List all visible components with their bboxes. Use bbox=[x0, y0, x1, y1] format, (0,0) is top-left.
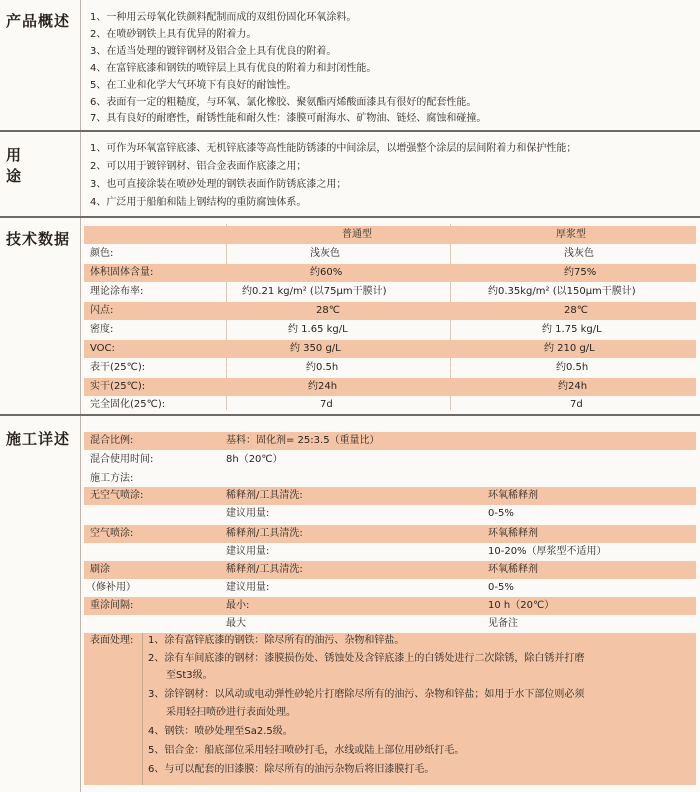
table-cell: 浅灰色 bbox=[564, 248, 594, 259]
overview-item: 6、表面有一定的粗糙度，与环氧、氯化橡胶、聚氨酯丙烯酸面漆具有很好的配套性能。 bbox=[90, 97, 477, 108]
overview-item: 3、在适当处理的镀锌钢材及铝合金上具有优良的附着。 bbox=[90, 46, 337, 57]
recoat-min-value: 10 h（20℃） bbox=[488, 600, 555, 611]
section-overview bbox=[0, 0, 700, 130]
table-cell: VOC: bbox=[90, 343, 115, 354]
table-cell: 约0.35kg/m² (以150μm干膜计) bbox=[488, 286, 636, 297]
table-row bbox=[84, 359, 696, 377]
recoat-max-label: 最大 bbox=[226, 618, 246, 629]
section-usage bbox=[0, 132, 700, 216]
table-cell: 约 1.65 kg/L bbox=[288, 324, 348, 335]
table-cell: 28℃ bbox=[564, 305, 588, 316]
table-cell: 约0.5h bbox=[306, 362, 339, 373]
table-cell: 约 210 g/L bbox=[544, 343, 595, 354]
method-brush-row bbox=[84, 561, 696, 579]
thinner-value: 环氧稀释剂 bbox=[488, 490, 538, 501]
table-cell: 7d bbox=[320, 399, 333, 410]
table-cell: 浅灰色 bbox=[310, 248, 340, 259]
pot-life-label: 混合使用时间: bbox=[90, 454, 154, 465]
thinner-value: 环氧稀释剂 bbox=[488, 564, 538, 575]
overview-item: 5、在工业和化学大气环境下有良好的耐蚀性。 bbox=[90, 80, 297, 91]
table-header-row bbox=[84, 226, 696, 244]
surface-item: 5、铝合金：船底部位采用轻扫喷砂打毛，水线或陆上部位用砂纸打毛。 bbox=[148, 745, 465, 756]
method-air-row bbox=[84, 525, 696, 543]
pot-life-value: 8h（20℃） bbox=[226, 454, 283, 465]
overview-item: 2、在喷砂钢铁上具有优异的附着力。 bbox=[90, 29, 257, 40]
recoat-max-row bbox=[84, 615, 696, 633]
method-brush-sublabel: （修补用） bbox=[86, 582, 136, 593]
table-cell: 约24h bbox=[308, 381, 338, 392]
table-cell: 约 1.75 kg/L bbox=[542, 324, 602, 335]
method-brush-label: 刷涂 bbox=[90, 564, 110, 575]
table-cell: 体积固体含量: bbox=[90, 267, 154, 278]
thinner-label: 稀释剂/工具清洗: bbox=[226, 564, 303, 575]
method-airless-row bbox=[84, 487, 696, 505]
surface-item: 1、涂有富锌底漆的钢铁：除尽所有的油污、杂物和锌盐。 bbox=[148, 635, 405, 646]
table-cell: 完全固化(25℃): bbox=[90, 399, 166, 410]
table-row bbox=[84, 302, 696, 320]
thinner-value: 环氧稀释剂 bbox=[488, 528, 538, 539]
overview-item: 1、一种用云母氧化铁颜料配制而成的双组份固化环氧涂料。 bbox=[90, 12, 357, 23]
usage-item: 3、也可直接涂装在喷砂处理的钢铁表面作防锈底漆之用； bbox=[90, 179, 347, 190]
surface-divider bbox=[142, 633, 143, 785]
dosage-value: 0-5% bbox=[488, 582, 514, 593]
table-cell: 约75% bbox=[564, 267, 597, 278]
surface-label: 表面处理: bbox=[90, 635, 134, 646]
table-row bbox=[84, 283, 696, 301]
section-title-overview: 产品概述 bbox=[6, 12, 71, 30]
method-label: 施工方法: bbox=[90, 473, 134, 484]
recoat-min-label: 最小: bbox=[226, 600, 250, 611]
dosage-value: 0-5% bbox=[488, 508, 514, 519]
overview-item: 7、具有良好的耐磨性，耐锈性能和耐久性：漆膜可耐海水、矿物油、链烃、腐蚀和碰撞。 bbox=[90, 113, 487, 124]
table-row bbox=[84, 321, 696, 339]
dosage-row bbox=[84, 505, 696, 523]
table-row bbox=[84, 264, 696, 282]
table-cell: 实干(25℃): bbox=[90, 381, 146, 392]
table-row bbox=[84, 396, 696, 414]
table-header-cell: 厚浆型 bbox=[556, 229, 586, 240]
section-title-tech: 技术数据 bbox=[6, 230, 71, 248]
usage-item: 1、可作为环氧富锌底漆、无机锌底漆等高性能防锈漆的中间涂层，以增强整个涂层的层间附着力和保护性能； bbox=[90, 143, 577, 154]
pot-life-row bbox=[84, 451, 696, 469]
table-cell: 7d bbox=[570, 399, 583, 410]
table-row bbox=[84, 245, 696, 263]
thinner-label: 稀释剂/工具清洗: bbox=[226, 490, 303, 501]
dosage-row bbox=[84, 543, 696, 561]
method-air-label: 空气喷涂: bbox=[90, 528, 134, 539]
table-cell: 密度: bbox=[90, 324, 114, 335]
surface-item: 4、钢铁：喷砂处理至Sa2.5级。 bbox=[148, 726, 293, 737]
dosage-row bbox=[84, 579, 696, 597]
dosage-value: 10-20%（厚浆型不适用） bbox=[488, 546, 607, 557]
table-row bbox=[84, 378, 696, 396]
table-row bbox=[84, 340, 696, 358]
dosage-label: 建议用量: bbox=[226, 508, 270, 519]
surface-item: 3、涂锌钢材：以风动或电动弹性砂轮片打磨除尽所有的油污、杂物和锌盐；如用于水下部位则必须 bbox=[148, 689, 585, 700]
dosage-label: 建议用量: bbox=[226, 546, 270, 557]
section-tech bbox=[0, 218, 700, 414]
surface-item: 至St3级。 bbox=[166, 670, 213, 681]
surface-item: 6、与可以配套的旧漆膜：除尽所有的油污杂物后将旧漆膜打毛。 bbox=[148, 764, 435, 775]
recoat-max-value: 见备注 bbox=[488, 618, 518, 629]
thinner-label: 稀释剂/工具清洗: bbox=[226, 528, 303, 539]
recoat-label: 重涂间隔: bbox=[90, 600, 134, 611]
section-application bbox=[0, 416, 700, 792]
table-cell: 约60% bbox=[310, 267, 343, 278]
mix-ratio-row bbox=[84, 432, 696, 450]
dosage-label: 建议用量: bbox=[226, 582, 270, 593]
mix-ratio-value: 基料：固化剂= 25:3.5（重量比） bbox=[226, 435, 380, 446]
surface-item: 2、涂有车间底漆的钢材：漆膜损伤处、锈蚀处及含锌底漆上的白锈处进行二次除锈，除白锈并打磨 bbox=[148, 653, 585, 664]
table-cell: 约0.5h bbox=[556, 362, 589, 373]
table-cell: 颜色: bbox=[90, 248, 114, 259]
table-cell: 表干(25℃): bbox=[90, 362, 146, 373]
table-cell: 理论涂布率: bbox=[90, 286, 144, 297]
recoat-row bbox=[84, 597, 696, 615]
table-cell: 闪点: bbox=[90, 305, 114, 316]
mix-ratio-label: 混合比例: bbox=[90, 435, 134, 446]
table-header-cell: 普通型 bbox=[342, 229, 372, 240]
section-title-usage: 用途 bbox=[6, 146, 50, 185]
overview-item: 4、在富锌底漆和钢铁的喷锌层上具有优良的附着力和封闭性能。 bbox=[90, 63, 377, 74]
surface-item: 采用轻扫喷砂进行表面处理。 bbox=[166, 707, 296, 718]
method-row bbox=[84, 470, 696, 488]
method-airless-label: 无空气喷涂: bbox=[90, 490, 144, 501]
table-cell: 约0.21 kg/m² (以75μm干膜计) bbox=[242, 286, 387, 297]
table-cell: 约 350 g/L bbox=[290, 343, 341, 354]
table-cell: 28℃ bbox=[316, 305, 340, 316]
usage-item: 4、广泛用于船舶和陆上钢结构的重防腐蚀体系。 bbox=[90, 197, 307, 208]
section-title-application: 施工详述 bbox=[6, 430, 71, 448]
usage-item: 2、可以用于镀锌钢材、铝合金表面作底漆之用； bbox=[90, 161, 307, 172]
table-cell: 约24h bbox=[558, 381, 588, 392]
